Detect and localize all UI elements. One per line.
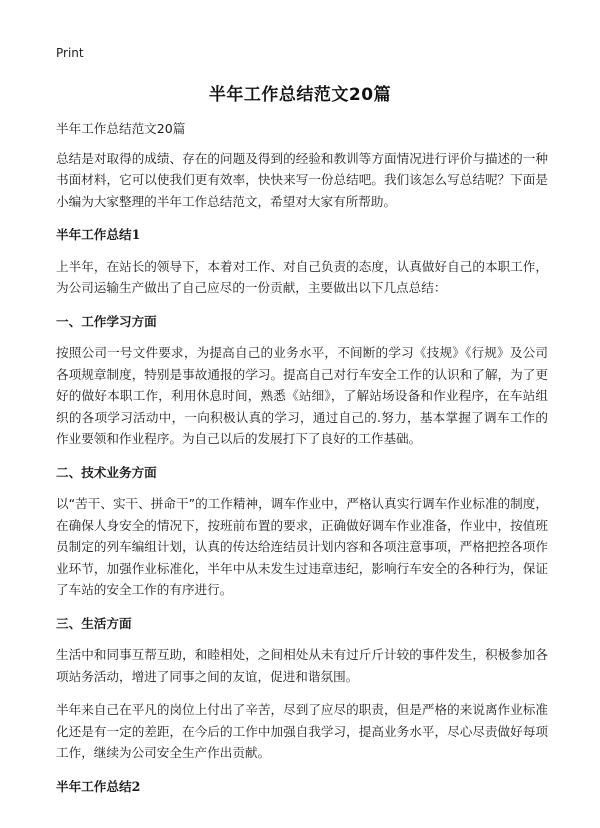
print-label[interactable]: Print bbox=[56, 46, 84, 60]
life-heading: 三、生活方面 bbox=[56, 615, 132, 631]
section-1-paragraph: 上半年，在站长的领导下，本着对工作、对自己负责的态度，认真做好自己的本职工作，为公司运输生产做出了自己应尽的一份贡献，主要做出以下几点总结： bbox=[56, 258, 548, 295]
section-1-heading: 半年工作总结1 bbox=[56, 227, 141, 242]
work-study-paragraph: 按照公司一号文件要求，为提高自己的业务水平，不间断的学习《技规》《行规》及公司各项规章制度，特别是事故通报的学习。提高自己对行车安全工作的认识和了解，为了更好的做好本职工作，利用休息时间，熟悉《站细》，了解站场设备和作业程序，在车站组织的各项学习活动中，一向积极认真的学习，通过自己的.努力，基本掌握了调车工作的作业要领和作业程序。为自己以后的发展打下了良好的工作基础。 bbox=[56, 345, 548, 446]
document-subtitle: 半年工作总结范文20篇 bbox=[56, 121, 186, 136]
page-title: 半年工作总结范文20篇 bbox=[208, 85, 392, 105]
section-2-heading: 半年工作总结2 bbox=[56, 778, 141, 794]
life-paragraph-1: 生活中和同事互帮互助，和睦相处，之间相处从未有过斤斤计较的事件发生，积极参加各项站务活动，增进了同事之间的友谊，促进和谐氛围。 bbox=[56, 647, 548, 684]
technical-business-heading: 二、技术业务方面 bbox=[56, 464, 157, 480]
work-study-heading: 一、工作学习方面 bbox=[56, 313, 157, 329]
intro-paragraph: 总结是对取得的成绩、存在的问题及得到的经验和教训等方面情况进行评价与描述的一种书面材料，它可以使我们更有效率，快快来写一份总结吧。我们该怎么写总结呢？下面是小编为大家整理的半年工作总结范文，希望对大家有所帮助。 bbox=[56, 150, 548, 209]
life-paragraph-2: 半年来自己在平凡的岗位上付出了辛苦，尽到了应尽的职责，但是严格的来说离作业标准化还是有一定的差距，在今后的工作中加强自我学习，提高业务水平，尽心尽责做好每项工作，继续为公司安全生产作出贡献。 bbox=[56, 702, 548, 760]
document-body bbox=[56, 118, 548, 807]
technical-business-paragraph: 以“苦干、实干、拼命干”的工作精神，调车作业中，严格认真实行调车作业标准的制度，在确保人身安全的情况下，按班前布置的要求，正确做好调车作业准备，作业中，按值班员制定的列车编组计划，认真的传达给连结员计划内容和各项注意事项，严格把控各项作业环节，加强作业标准化，半年中从未发生过违章违纪，影响行车安全的各种行为，保证了车站的安全工作的有序进行。 bbox=[56, 496, 548, 597]
